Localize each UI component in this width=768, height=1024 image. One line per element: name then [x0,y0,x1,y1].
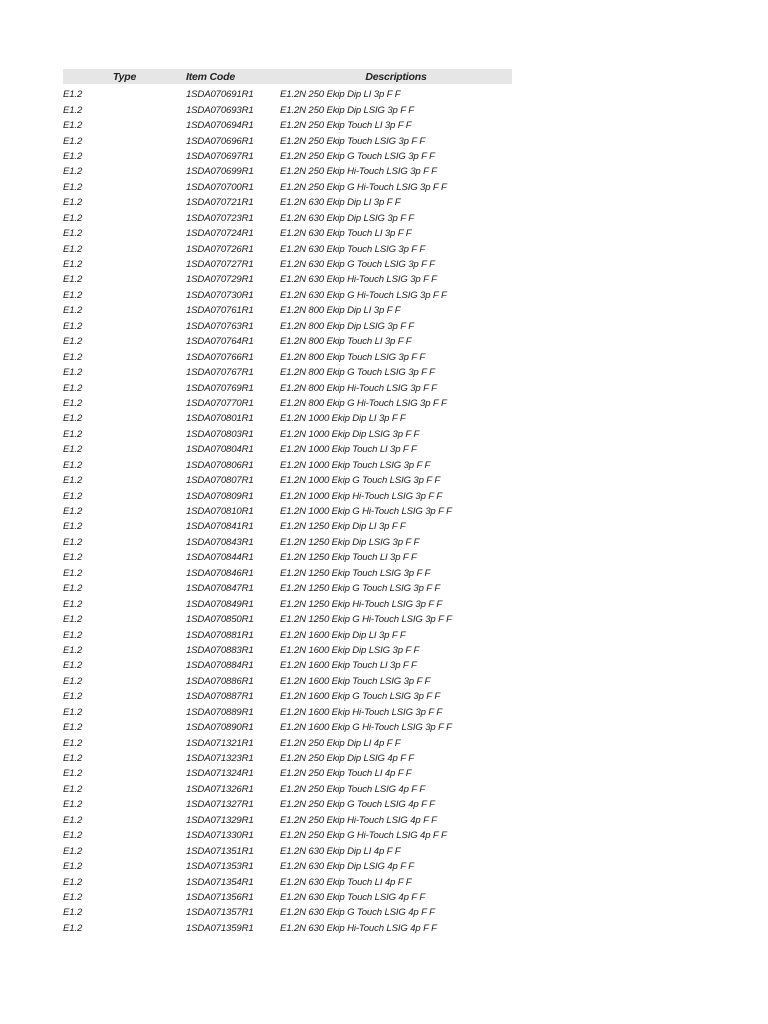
cell-item-code: 1SDA071357R1 [186,907,254,919]
cell-description: E1.2N 1250 Ekip Touch LI 3p F F [280,552,417,564]
cell-description: E1.2N 250 Ekip Hi-Touch LSIG 4p F F [280,814,437,826]
cell-item-code: 1SDA070763R1 [186,320,254,332]
cell-type: E1.2 [63,691,83,703]
cell-description: E1.2N 630 Ekip Hi-Touch LSIG 3p F F [280,274,437,286]
cell-item-code: 1SDA070883R1 [186,644,254,656]
cell-description: E1.2N 630 Ekip Hi-Touch LSIG 4p F F [280,922,437,934]
table-row [63,211,512,226]
cell-description: E1.2N 630 Ekip Dip LI 4p F F [280,845,401,857]
table-row [63,149,512,164]
table-row [63,411,512,426]
cell-type: E1.2 [63,598,83,610]
cell-type: E1.2 [63,845,83,857]
cell-type: E1.2 [63,259,83,271]
cell-type: E1.2 [63,583,83,595]
table-row [63,782,512,797]
spreadsheet-table [63,69,512,936]
table-row [63,133,512,148]
cell-type: E1.2 [63,428,83,440]
table-row [63,195,512,210]
table-row [63,241,512,256]
cell-description: E1.2N 250 Ekip G Hi-Touch LSIG 4p F F [280,830,447,842]
cell-item-code: 1SDA070729R1 [186,274,254,286]
cell-description: E1.2N 1600 Ekip Dip LSIG 3p F F [280,644,420,656]
cell-item-code: 1SDA070730R1 [186,289,254,301]
cell-type: E1.2 [63,799,83,811]
table-row [63,828,512,843]
cell-type: E1.2 [63,475,83,487]
cell-item-code: 1SDA071327R1 [186,799,254,811]
cell-item-code: 1SDA071356R1 [186,891,254,903]
cell-item-code: 1SDA070804R1 [186,444,254,456]
cell-item-code: 1SDA070691R1 [186,89,254,101]
cell-type: E1.2 [63,305,83,317]
table-row [63,751,512,766]
table-row [63,566,512,581]
cell-item-code: 1SDA070886R1 [186,675,254,687]
cell-description: E1.2N 250 Ekip Dip LI 4p F F [280,737,401,749]
cell-description: E1.2N 800 Ekip Touch LI 3p F F [280,336,412,348]
cell-type: E1.2 [63,521,83,533]
cell-item-code: 1SDA070700R1 [186,181,254,193]
cell-item-code: 1SDA070727R1 [186,259,254,271]
table-row [63,859,512,874]
cell-description: E1.2N 630 Ekip Dip LSIG 3p F F [280,212,414,224]
cell-description: E1.2N 1600 Ekip G Hi-Touch LSIG 3p F F [280,722,452,734]
cell-description: E1.2N 1000 Ekip G Touch LSIG 3p F F [280,475,441,487]
table-body [63,87,512,936]
cell-item-code: 1SDA070803R1 [186,428,254,440]
table-row [63,874,512,889]
cell-item-code: 1SDA070801R1 [186,413,254,425]
table-row [63,87,512,102]
cell-description: E1.2N 250 Ekip Dip LI 3p F F [280,89,401,101]
cell-description: E1.2N 800 Ekip Dip LSIG 3p F F [280,320,414,332]
cell-description: E1.2N 250 Ekip Touch LSIG 3p F F [280,135,426,147]
table-row [63,303,512,318]
cell-type: E1.2 [63,382,83,394]
table-row [63,442,512,457]
cell-description: E1.2N 800 Ekip Hi-Touch LSIG 3p F F [280,382,437,394]
cell-item-code: 1SDA071324R1 [186,768,254,780]
cell-type: E1.2 [63,89,83,101]
cell-description: E1.2N 1600 Ekip Dip LI 3p F F [280,629,406,641]
cell-description: E1.2N 630 Ekip G Touch LSIG 4p F F [280,907,435,919]
table-row [63,519,512,534]
cell-item-code: 1SDA070721R1 [186,197,254,209]
cell-item-code: 1SDA071354R1 [186,876,254,888]
column-header-type: Type [112,70,137,83]
cell-type: E1.2 [63,336,83,348]
cell-description: E1.2N 1250 Ekip Dip LSIG 3p F F [280,536,420,548]
cell-description: E1.2N 630 Ekip Touch LSIG 3p F F [280,243,426,255]
cell-item-code: 1SDA070884R1 [186,660,254,672]
cell-type: E1.2 [63,861,83,873]
table-row [63,643,512,658]
cell-description: E1.2N 250 Ekip Hi-Touch LSIG 3p F F [280,166,437,178]
cell-item-code: 1SDA070726R1 [186,243,254,255]
cell-item-code: 1SDA071353R1 [186,861,254,873]
cell-description: E1.2N 1250 Ekip G Touch LSIG 3p F F [280,583,441,595]
table-row [63,504,512,519]
cell-item-code: 1SDA070847R1 [186,583,254,595]
table-row [63,488,512,503]
table-header-row [63,69,512,84]
cell-type: E1.2 [63,536,83,548]
cell-description: E1.2N 1600 Ekip G Touch LSIG 3p F F [280,691,441,703]
cell-type: E1.2 [63,706,83,718]
cell-description: E1.2N 1000 Ekip G Hi-Touch LSIG 3p F F [280,506,452,518]
cell-type: E1.2 [63,243,83,255]
cell-description: E1.2N 1600 Ekip Hi-Touch LSIG 3p F F [280,706,443,718]
cell-item-code: 1SDA070844R1 [186,552,254,564]
cell-item-code: 1SDA071359R1 [186,922,254,934]
table-row [63,473,512,488]
table-row [63,226,512,241]
table-row [63,890,512,905]
cell-type: E1.2 [63,644,83,656]
cell-item-code: 1SDA070764R1 [186,336,254,348]
cell-item-code: 1SDA070890R1 [186,722,254,734]
cell-item-code: 1SDA071329R1 [186,814,254,826]
table-row [63,365,512,380]
table-row [63,735,512,750]
cell-description: E1.2N 250 Ekip G Touch LSIG 3p F F [280,150,435,162]
table-row [63,843,512,858]
cell-type: E1.2 [63,552,83,564]
cell-type: E1.2 [63,614,83,626]
cell-type: E1.2 [63,459,83,471]
cell-item-code: 1SDA070724R1 [186,228,254,240]
table-row [63,627,512,642]
cell-description: E1.2N 630 Ekip Dip LSIG 4p F F [280,861,414,873]
cell-type: E1.2 [63,722,83,734]
table-row [63,674,512,689]
table-row [63,596,512,611]
column-header-item-code: Item Code [186,70,235,83]
cell-type: E1.2 [63,181,83,193]
cell-type: E1.2 [63,629,83,641]
cell-description: E1.2N 1000 Ekip Touch LSIG 3p F F [280,459,431,471]
table-row [63,550,512,565]
cell-description: E1.2N 800 Ekip Touch LSIG 3p F F [280,351,426,363]
table-row [63,797,512,812]
cell-type: E1.2 [63,274,83,286]
cell-description: E1.2N 800 Ekip Dip LI 3p F F [280,305,401,317]
cell-item-code: 1SDA070697R1 [186,150,254,162]
cell-type: E1.2 [63,135,83,147]
cell-description: E1.2N 1000 Ekip Hi-Touch LSIG 3p F F [280,490,443,502]
cell-description: E1.2N 1600 Ekip Touch LSIG 3p F F [280,675,431,687]
cell-type: E1.2 [63,320,83,332]
cell-type: E1.2 [63,783,83,795]
cell-item-code: 1SDA070694R1 [186,120,254,132]
cell-type: E1.2 [63,876,83,888]
cell-item-code: 1SDA070767R1 [186,367,254,379]
cell-description: E1.2N 250 Ekip Touch LI 3p F F [280,120,412,132]
cell-description: E1.2N 250 Ekip Dip LSIG 4p F F [280,753,414,765]
cell-description: E1.2N 1250 Ekip G Hi-Touch LSIG 3p F F [280,614,452,626]
cell-type: E1.2 [63,737,83,749]
cell-description: E1.2N 630 Ekip G Touch LSIG 3p F F [280,259,435,271]
cell-description: E1.2N 1000 Ekip Dip LSIG 3p F F [280,428,420,440]
cell-type: E1.2 [63,830,83,842]
cell-type: E1.2 [63,753,83,765]
cell-item-code: 1SDA070841R1 [186,521,254,533]
cell-item-code: 1SDA070761R1 [186,305,254,317]
cell-type: E1.2 [63,228,83,240]
table-row [63,380,512,395]
cell-description: E1.2N 250 Ekip Touch LSIG 4p F F [280,783,426,795]
cell-description: E1.2N 250 Ekip G Touch LSIG 4p F F [280,799,435,811]
cell-description: E1.2N 250 Ekip G Hi-Touch LSIG 3p F F [280,181,447,193]
cell-type: E1.2 [63,891,83,903]
cell-description: E1.2N 800 Ekip G Hi-Touch LSIG 3p F F [280,397,447,409]
cell-type: E1.2 [63,907,83,919]
table-row [63,164,512,179]
cell-item-code: 1SDA071351R1 [186,845,254,857]
table-row [63,180,512,195]
cell-type: E1.2 [63,922,83,934]
table-row [63,581,512,596]
cell-item-code: 1SDA070699R1 [186,166,254,178]
cell-item-code: 1SDA070769R1 [186,382,254,394]
table-row [63,118,512,133]
table-row [63,705,512,720]
cell-item-code: 1SDA070849R1 [186,598,254,610]
cell-type: E1.2 [63,120,83,132]
table-row [63,334,512,349]
cell-item-code: 1SDA070807R1 [186,475,254,487]
table-row [63,905,512,920]
cell-type: E1.2 [63,289,83,301]
cell-item-code: 1SDA071323R1 [186,753,254,765]
cell-description: E1.2N 630 Ekip Dip LI 3p F F [280,197,401,209]
cell-type: E1.2 [63,150,83,162]
cell-description: E1.2N 1250 Ekip Touch LSIG 3p F F [280,567,431,579]
cell-item-code: 1SDA070766R1 [186,351,254,363]
cell-description: E1.2N 1000 Ekip Touch LI 3p F F [280,444,417,456]
cell-item-code: 1SDA070809R1 [186,490,254,502]
table-row [63,427,512,442]
cell-item-code: 1SDA070696R1 [186,135,254,147]
table-row [63,257,512,272]
cell-description: E1.2N 250 Ekip Dip LSIG 3p F F [280,104,414,116]
cell-description: E1.2N 1250 Ekip Dip LI 3p F F [280,521,406,533]
cell-item-code: 1SDA070693R1 [186,104,254,116]
cell-item-code: 1SDA070846R1 [186,567,254,579]
cell-type: E1.2 [63,397,83,409]
cell-description: E1.2N 1250 Ekip Hi-Touch LSIG 3p F F [280,598,443,610]
table-row [63,396,512,411]
cell-description: E1.2N 630 Ekip Touch LI 3p F F [280,228,412,240]
cell-type: E1.2 [63,768,83,780]
table-row [63,612,512,627]
cell-type: E1.2 [63,212,83,224]
cell-type: E1.2 [63,351,83,363]
cell-type: E1.2 [63,490,83,502]
cell-description: E1.2N 1000 Ekip Dip LI 3p F F [280,413,406,425]
cell-item-code: 1SDA070806R1 [186,459,254,471]
cell-type: E1.2 [63,166,83,178]
cell-description: E1.2N 630 Ekip Touch LSIG 4p F F [280,891,426,903]
cell-item-code: 1SDA070770R1 [186,397,254,409]
table-row [63,102,512,117]
cell-item-code: 1SDA070850R1 [186,614,254,626]
cell-item-code: 1SDA071330R1 [186,830,254,842]
cell-item-code: 1SDA071321R1 [186,737,254,749]
cell-type: E1.2 [63,660,83,672]
table-row [63,921,512,936]
table-row [63,766,512,781]
column-header-descriptions: Descriptions [365,70,427,83]
table-row [63,288,512,303]
cell-type: E1.2 [63,814,83,826]
cell-type: E1.2 [63,444,83,456]
cell-type: E1.2 [63,104,83,116]
cell-type: E1.2 [63,197,83,209]
table-row [63,813,512,828]
cell-item-code: 1SDA070723R1 [186,212,254,224]
cell-type: E1.2 [63,367,83,379]
table-row [63,349,512,364]
table-row [63,272,512,287]
table-row [63,319,512,334]
cell-description: E1.2N 800 Ekip G Touch LSIG 3p F F [280,367,435,379]
cell-type: E1.2 [63,567,83,579]
cell-type: E1.2 [63,413,83,425]
cell-type: E1.2 [63,675,83,687]
cell-description: E1.2N 1600 Ekip Touch LI 3p F F [280,660,417,672]
table-row [63,720,512,735]
cell-item-code: 1SDA070887R1 [186,691,254,703]
table-row [63,535,512,550]
cell-item-code: 1SDA070881R1 [186,629,254,641]
cell-item-code: 1SDA070810R1 [186,506,254,518]
table-row [63,458,512,473]
table-row [63,658,512,673]
cell-item-code: 1SDA070843R1 [186,536,254,548]
cell-description: E1.2N 630 Ekip Touch LI 4p F F [280,876,412,888]
cell-description: E1.2N 250 Ekip Touch LI 4p F F [280,768,412,780]
cell-item-code: 1SDA070889R1 [186,706,254,718]
cell-type: E1.2 [63,506,83,518]
table-row [63,689,512,704]
cell-description: E1.2N 630 Ekip G Hi-Touch LSIG 3p F F [280,289,447,301]
cell-item-code: 1SDA071326R1 [186,783,254,795]
